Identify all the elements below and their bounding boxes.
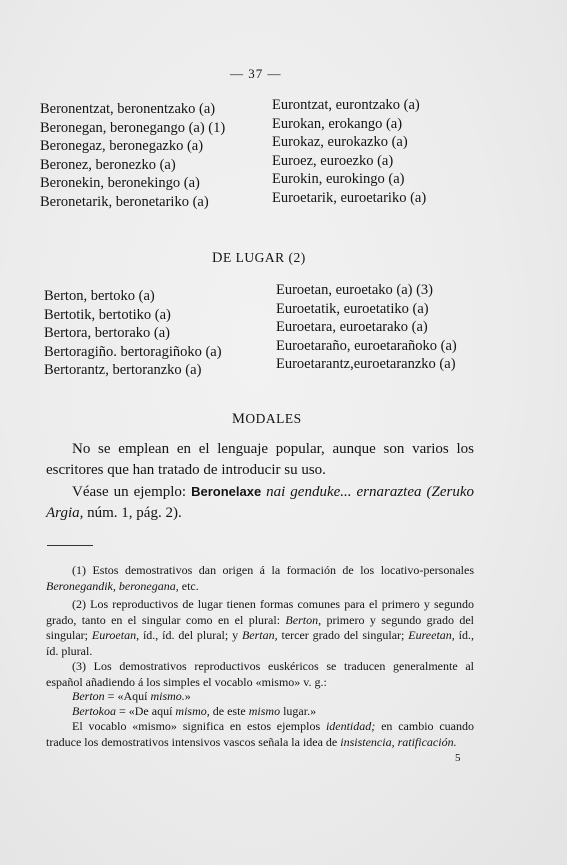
footnote-text: íd., íd. del plural; y <box>139 628 242 642</box>
page-number: — 37 — <box>230 66 282 81</box>
footnote-text: etc. <box>178 578 199 593</box>
example-emphasis: mismo <box>248 704 281 718</box>
list-item: Bertorantz, bertoranzko (a) <box>44 362 202 378</box>
footnote-italic: Eureetan, <box>408 628 455 642</box>
example-text: = «Aquí <box>104 689 151 703</box>
example-term: Bertokoa <box>72 704 116 718</box>
example-text: » <box>184 689 191 703</box>
footnote-italic: identidad; <box>325 719 376 733</box>
list-item: Euroetatik, euroetatiko (a) <box>276 300 429 317</box>
heading-rest: ODALES <box>245 411 302 426</box>
list-item: Euroetaraño, euroetarañoko (a) <box>276 337 457 354</box>
signature-mark: 5 <box>455 752 461 764</box>
list-item: Bertotik, bertotiko (a) <box>44 306 171 323</box>
paragraph-lead: Véase un ejemplo: <box>72 484 192 500</box>
footnote-italic: Euroetan, <box>91 628 140 642</box>
footnote-3-continued <box>46 719 474 750</box>
list-item: Euroetan, euroetako (a) (3) <box>276 282 434 298</box>
list-item: Eurokaz, eurokazko (a) <box>272 134 408 150</box>
list-item: Eurokin, eurokingo (a) <box>272 171 405 187</box>
list-lugar-singular <box>44 287 222 380</box>
list-item: Beronegaz, beronegazko (a) <box>40 138 204 154</box>
footnote-3: (3) Los demostrativos reproductivos euskéricos se traducen generalmente al español añadiendo á los simples el vocablo «mismo» v. g.: <box>46 659 474 689</box>
footnote-italic: Beronegandik, beronegana, <box>46 578 179 593</box>
list-item: Beronekin, beronekingo (a) <box>40 175 200 191</box>
citation-italic: nai genduke... ernarazteа (Zeruko Argia, <box>46 484 474 521</box>
list-item: Euroez, euroezko (a) <box>272 152 394 169</box>
bold-term: Beronelaxe <box>191 484 262 499</box>
footnote-italic: insistencia, ratificación. <box>340 734 457 749</box>
footnote-text: (1) Estos demostrativos dan origen á la formación de los locativo-personales <box>72 563 474 577</box>
paragraph-tail: núm. 1, pág. 2). <box>83 505 182 521</box>
list-lugar-plural <box>276 281 457 374</box>
footnote-text: El vocablo «mismo» significa en estos ejemplos <box>72 719 326 733</box>
example-emphasis: mismo, <box>175 704 210 718</box>
list-item: Eurontzat, eurontzako (a) <box>272 97 420 113</box>
list-item: Beronetarik, beronetariko (a) <box>40 193 209 210</box>
list-personal-singular <box>40 100 225 211</box>
footnote-example <box>72 704 316 719</box>
example-text: = «De aquí <box>116 704 176 718</box>
list-personal-plural <box>272 96 426 207</box>
example-text: de este <box>209 704 249 718</box>
section-heading-modales <box>232 411 302 428</box>
footnote-2 <box>46 597 474 659</box>
footnote-text: (2) Los reproductivos de lugar tienen formas comunes para el primero y segundo grado, tanto en el singular como en el plural: <box>46 597 474 627</box>
footnote-text: primero y segundo grado del singular; <box>46 612 474 642</box>
list-item: Beronegan, beronegango (a) (1) <box>40 119 226 136</box>
footnote-divider <box>47 545 93 546</box>
example-emphasis: mismo. <box>150 689 185 703</box>
list-item: Euroetara, euroetarako (a) <box>276 319 428 335</box>
heading-initial: D <box>212 250 223 266</box>
example-paragraph <box>46 481 474 524</box>
list-item: Bertoragiño. bertoragiñoko (a) <box>44 343 222 360</box>
list-item: Euroetarik, euroetariko (a) <box>272 189 427 206</box>
list-item: Euroetarantz,euroetaranzko (a) <box>276 356 456 372</box>
footnote-ref: (2) <box>288 250 306 265</box>
section-heading-lugar <box>212 250 306 267</box>
example-text: lugar.» <box>280 704 317 718</box>
list-item: Beronez, beronezko (a) <box>40 156 176 173</box>
footnote-text: tercer grado del singular; <box>277 628 409 642</box>
list-item: Beronentzat, beronentzako (a) <box>40 101 216 117</box>
heading-rest: E LUGAR <box>222 250 285 265</box>
body-paragraph: No se emplean en el lenguaje popular, aunque son varios los escritores que han tratado de introducir su uso. <box>46 441 474 478</box>
list-item: Bertora, bertorako (a) <box>44 325 171 341</box>
heading-initial: M <box>232 411 246 427</box>
example-term: Berton <box>72 689 105 703</box>
list-item: Berton, bertoko (a) <box>44 288 155 304</box>
footnote-text: en cambio cuando traduce los demostrativos intensivos vascos señala la idea de <box>46 719 474 749</box>
footnote-text: íd., íd. plural. <box>46 628 474 658</box>
footnote-italic: Bertan, <box>241 628 278 642</box>
footnote-example <box>72 689 191 704</box>
list-item: Eurokan, erokango (a) <box>272 115 403 132</box>
footnote-italic: Berton, <box>285 612 322 627</box>
footnote-1 <box>46 563 474 594</box>
